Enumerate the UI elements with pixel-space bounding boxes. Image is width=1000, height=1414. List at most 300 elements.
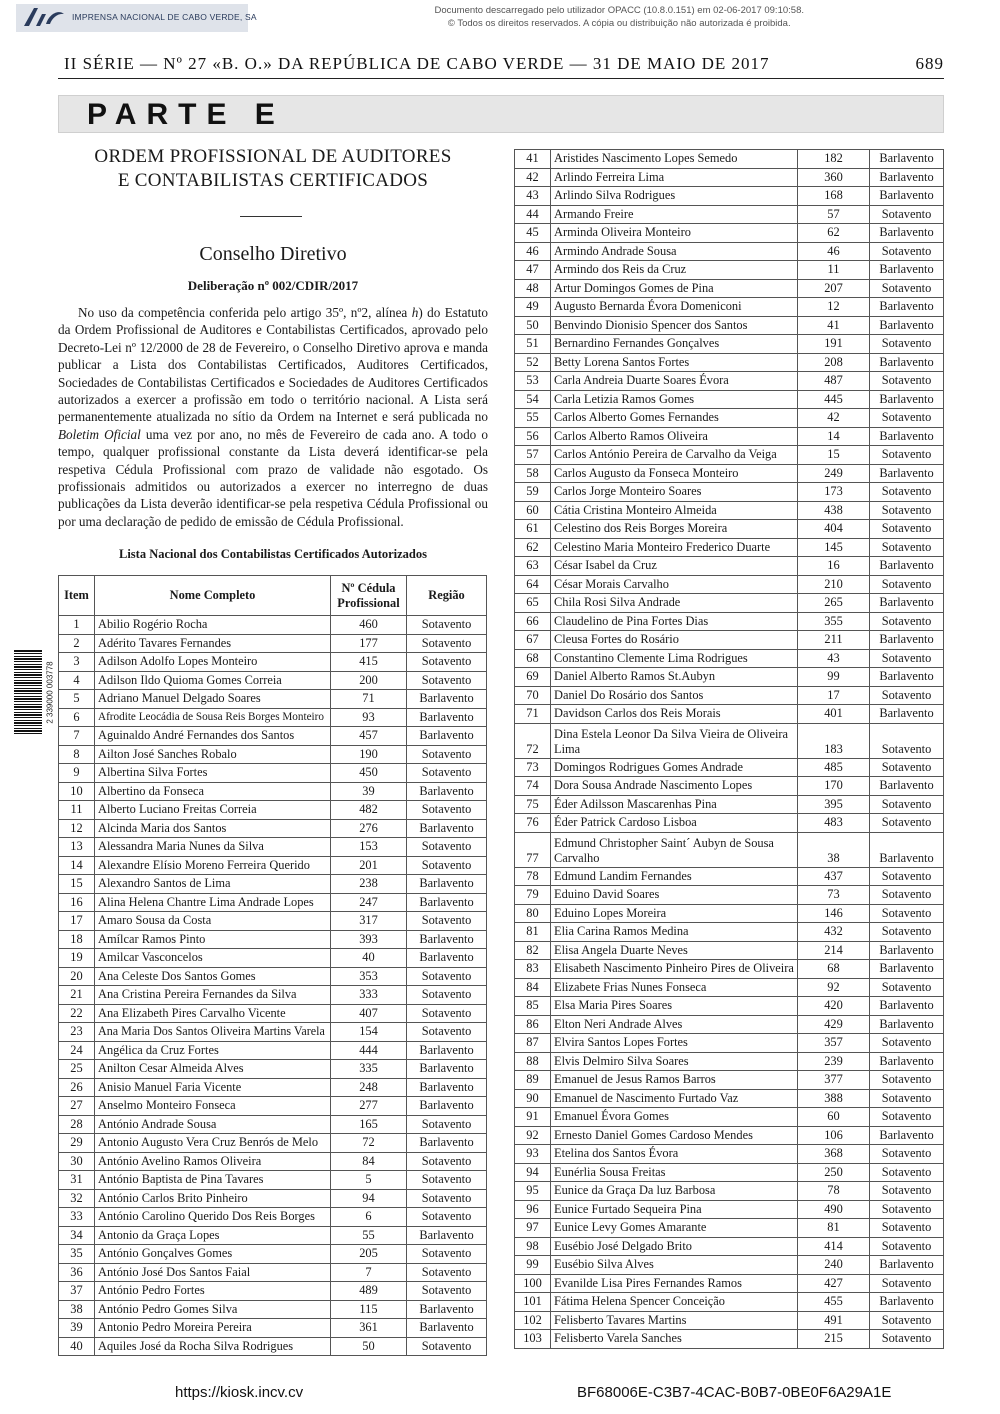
table-row	[59, 745, 487, 764]
row-card-number: 5	[331, 1171, 407, 1190]
col-header-name: Nome Completo	[95, 576, 331, 616]
running-title: II SÉRIE — Nº 27 «B. O.» DA REPÚBLICA DE CABO VERDE — 31 DE MAIO DE 2017	[64, 54, 770, 73]
row-region: Sotavento	[407, 1171, 487, 1190]
row-region: Sotavento	[407, 912, 487, 931]
header-rule	[58, 78, 944, 79]
table-row	[515, 1200, 944, 1219]
row-card-number: 168	[798, 187, 870, 206]
row-card-number: 360	[798, 168, 870, 187]
table-row	[59, 1171, 487, 1190]
row-card-number: 170	[798, 777, 870, 796]
row-full-name: Amilcar Vasconcelos	[95, 949, 331, 968]
table-row	[515, 795, 944, 814]
row-full-name: Antonio da Graça Lopes	[95, 1226, 331, 1245]
row-item-number: 27	[59, 1097, 95, 1116]
row-item-number: 8	[59, 745, 95, 764]
table-row	[515, 997, 944, 1016]
row-card-number: 191	[798, 335, 870, 354]
row-region: Sotavento	[870, 335, 944, 354]
row-item-number: 74	[515, 777, 551, 796]
row-region: Sotavento	[870, 1311, 944, 1330]
row-card-number: 78	[798, 1182, 870, 1201]
row-region: Barlavento	[407, 1097, 487, 1116]
row-item-number: 53	[515, 372, 551, 391]
table-row	[515, 1237, 944, 1256]
row-region: Sotavento	[870, 795, 944, 814]
row-card-number: 276	[331, 819, 407, 838]
row-region: Sotavento	[407, 1152, 487, 1171]
table-row	[515, 316, 944, 335]
row-region: Barlavento	[407, 708, 487, 727]
row-item-number: 10	[59, 782, 95, 801]
row-full-name: Eduino David Soares	[551, 886, 798, 905]
row-full-name: Carlos Alberto Gomes Fernandes	[551, 409, 798, 428]
row-full-name: Emanuel de Nascimento Furtado Vaz	[551, 1089, 798, 1108]
side-barcode	[14, 650, 54, 734]
row-card-number: 11	[798, 261, 870, 280]
row-region: Sotavento	[407, 856, 487, 875]
row-item-number: 20	[59, 967, 95, 986]
org-title-line2: E CONTABILISTAS CERTIFICADOS	[117, 170, 429, 191]
row-item-number: 68	[515, 649, 551, 668]
row-card-number: 427	[798, 1274, 870, 1293]
table-row	[515, 353, 944, 372]
row-full-name: Eunice Furtado Sequeira Pina	[551, 1200, 798, 1219]
row-region: Barlavento	[870, 168, 944, 187]
running-head	[64, 54, 944, 76]
row-item-number: 19	[59, 949, 95, 968]
row-card-number: 407	[331, 1004, 407, 1023]
row-region: Barlavento	[870, 353, 944, 372]
row-region: Sotavento	[870, 1163, 944, 1182]
row-card-number: 361	[331, 1319, 407, 1338]
row-card-number: 377	[798, 1071, 870, 1090]
row-card-number: 84	[331, 1152, 407, 1171]
row-item-number: 80	[515, 904, 551, 923]
row-full-name: Alessandra Maria Nunes da Silva	[95, 838, 331, 857]
row-full-name: Cátia Cristina Monteiro Almeida	[551, 501, 798, 520]
row-item-number: 92	[515, 1126, 551, 1145]
row-region: Barlavento	[407, 1078, 487, 1097]
row-region: Sotavento	[407, 1337, 487, 1356]
row-full-name: Anisio Manuel Faria Vicente	[95, 1078, 331, 1097]
row-region: Barlavento	[870, 668, 944, 687]
table-row	[59, 986, 487, 1005]
row-item-number: 33	[59, 1208, 95, 1227]
row-region: Sotavento	[870, 1274, 944, 1293]
row-card-number: 165	[331, 1115, 407, 1134]
row-region: Sotavento	[407, 764, 487, 783]
row-card-number: 414	[798, 1237, 870, 1256]
row-region: Sotavento	[870, 978, 944, 997]
row-card-number: 490	[798, 1200, 870, 1219]
org-title-line1: ORDEM PROFISSIONAL DE AUDITORES	[94, 146, 452, 167]
table-row	[59, 893, 487, 912]
row-card-number: 43	[798, 649, 870, 668]
row-item-number: 90	[515, 1089, 551, 1108]
table-row	[59, 1300, 487, 1319]
row-full-name: Eusébio José Delgado Brito	[551, 1237, 798, 1256]
row-card-number: 38	[798, 832, 870, 867]
table-row	[59, 1097, 487, 1116]
table-row	[515, 1219, 944, 1238]
row-card-number: 40	[331, 949, 407, 968]
row-full-name: Alexandro Santos de Lima	[95, 875, 331, 894]
row-region: Barlavento	[407, 1060, 487, 1079]
row-full-name: Abilio Rogério Rocha	[95, 616, 331, 635]
row-region: Barlavento	[870, 777, 944, 796]
table-row	[515, 1256, 944, 1275]
table-row	[59, 856, 487, 875]
col-header-region: Região	[407, 576, 487, 616]
row-full-name: Carlos Alberto Ramos Oliveira	[551, 427, 798, 446]
table-row	[515, 867, 944, 886]
row-region: Barlavento	[870, 298, 944, 317]
row-region: Sotavento	[870, 1108, 944, 1127]
col-header-card-line1: Nº Cédula	[341, 580, 396, 595]
row-full-name: Bernardino Fernandes Gonçalves	[551, 335, 798, 354]
table-row	[515, 575, 944, 594]
row-full-name: Edmund Landim Fernandes	[551, 867, 798, 886]
row-card-number: 401	[798, 705, 870, 724]
row-region: Sotavento	[870, 372, 944, 391]
row-region: Barlavento	[407, 1319, 487, 1338]
row-region: Barlavento	[407, 1226, 487, 1245]
row-full-name: Elisabeth Nascimento Pinheiro Pires de Oliveira	[551, 960, 798, 979]
row-card-number: 239	[798, 1052, 870, 1071]
row-item-number: 73	[515, 758, 551, 777]
row-region: Sotavento	[870, 758, 944, 777]
table-row	[515, 187, 944, 206]
row-full-name: Felisberto Varela Sanches	[551, 1330, 798, 1349]
table-row	[515, 205, 944, 224]
row-item-number: 102	[515, 1311, 551, 1330]
row-region: Barlavento	[870, 464, 944, 483]
body-part-a: No uso da competência conferida pelo artigo 35º, nº2, alínea	[78, 305, 412, 320]
row-region: Barlavento	[870, 960, 944, 979]
table-row	[59, 1226, 487, 1245]
row-card-number: 483	[798, 814, 870, 833]
row-region: Sotavento	[870, 814, 944, 833]
table-row	[59, 1245, 487, 1264]
table-row	[59, 801, 487, 820]
row-region: Barlavento	[407, 727, 487, 746]
table-row	[515, 538, 944, 557]
table-row	[59, 616, 487, 635]
row-item-number: 38	[59, 1300, 95, 1319]
row-region: Sotavento	[870, 409, 944, 428]
row-item-number: 2	[59, 634, 95, 653]
row-item-number: 72	[515, 723, 551, 758]
table-row	[515, 1163, 944, 1182]
row-item-number: 86	[515, 1015, 551, 1034]
table-row	[59, 653, 487, 672]
row-full-name: Benvindo Dionisio Spencer dos Santos	[551, 316, 798, 335]
row-item-number: 48	[515, 279, 551, 298]
row-full-name: Ana Celeste Dos Santos Gomes	[95, 967, 331, 986]
row-full-name: Celestino dos Reis Borges Moreira	[551, 520, 798, 539]
row-region: Barlavento	[870, 427, 944, 446]
row-item-number: 13	[59, 838, 95, 857]
row-region: Barlavento	[870, 557, 944, 576]
row-region: Sotavento	[870, 612, 944, 631]
row-item-number: 97	[515, 1219, 551, 1238]
row-card-number: 146	[798, 904, 870, 923]
row-item-number: 51	[515, 335, 551, 354]
row-item-number: 15	[59, 875, 95, 894]
row-region: Barlavento	[407, 1041, 487, 1060]
row-card-number: 353	[331, 967, 407, 986]
row-full-name: Ana Elizabeth Pires Carvalho Vicente	[95, 1004, 331, 1023]
row-card-number: 15	[798, 446, 870, 465]
row-region: Barlavento	[870, 832, 944, 867]
table-row	[59, 1115, 487, 1134]
row-full-name: Armando Freire	[551, 205, 798, 224]
row-item-number: 99	[515, 1256, 551, 1275]
row-card-number: 16	[798, 557, 870, 576]
row-full-name: Augusto Bernarda Évora Domeniconi	[551, 298, 798, 317]
part-title: PARTE E	[87, 98, 285, 131]
row-item-number: 69	[515, 668, 551, 687]
row-full-name: António Andrade Sousa	[95, 1115, 331, 1134]
row-full-name: Arlindo Ferreira Lima	[551, 168, 798, 187]
row-card-number: 50	[331, 1337, 407, 1356]
row-item-number: 84	[515, 978, 551, 997]
row-region: Barlavento	[407, 782, 487, 801]
table-row	[59, 875, 487, 894]
row-item-number: 7	[59, 727, 95, 746]
row-item-number: 56	[515, 427, 551, 446]
row-item-number: 25	[59, 1060, 95, 1079]
row-card-number: 145	[798, 538, 870, 557]
row-region: Barlavento	[870, 224, 944, 243]
row-card-number: 208	[798, 353, 870, 372]
row-card-number: 404	[798, 520, 870, 539]
col-header-card	[331, 576, 407, 616]
table-row	[59, 1189, 487, 1208]
row-region: Barlavento	[870, 997, 944, 1016]
row-region: Barlavento	[870, 594, 944, 613]
row-full-name: Daniel Do Rosário dos Santos	[551, 686, 798, 705]
row-item-number: 67	[515, 631, 551, 650]
table-row	[515, 1052, 944, 1071]
row-card-number: 317	[331, 912, 407, 931]
row-card-number: 455	[798, 1293, 870, 1312]
table-row	[515, 832, 944, 867]
row-region: Sotavento	[407, 838, 487, 857]
row-card-number: 393	[331, 930, 407, 949]
row-region: Sotavento	[407, 653, 487, 672]
row-item-number: 23	[59, 1023, 95, 1042]
row-full-name: Carlos Augusto da Fonseca Monteiro	[551, 464, 798, 483]
row-item-number: 87	[515, 1034, 551, 1053]
row-card-number: 6	[331, 1208, 407, 1227]
row-region: Sotavento	[870, 1200, 944, 1219]
row-region: Sotavento	[407, 1208, 487, 1227]
row-card-number: 153	[331, 838, 407, 857]
row-card-number: 277	[331, 1097, 407, 1116]
row-full-name: Anselmo Monteiro Fonseca	[95, 1097, 331, 1116]
row-region: Sotavento	[870, 923, 944, 942]
row-item-number: 11	[59, 801, 95, 820]
row-card-number: 249	[798, 464, 870, 483]
row-item-number: 85	[515, 997, 551, 1016]
table-row	[59, 912, 487, 931]
table-row	[59, 690, 487, 709]
row-full-name: Chila Rosi Silva Andrade	[551, 594, 798, 613]
row-item-number: 24	[59, 1041, 95, 1060]
row-region: Sotavento	[407, 1189, 487, 1208]
row-item-number: 62	[515, 538, 551, 557]
row-full-name: António Carlos Brito Pinheiro	[95, 1189, 331, 1208]
table-row	[59, 1337, 487, 1356]
row-full-name: Adérito Tavares Fernandes	[95, 634, 331, 653]
row-item-number: 61	[515, 520, 551, 539]
row-item-number: 21	[59, 986, 95, 1005]
row-card-number: 14	[798, 427, 870, 446]
row-region: Barlavento	[407, 819, 487, 838]
row-full-name: Elia Carina Ramos Medina	[551, 923, 798, 942]
part-banner	[58, 95, 944, 133]
row-item-number: 54	[515, 390, 551, 409]
row-region: Sotavento	[870, 686, 944, 705]
table-row	[515, 594, 944, 613]
table-row	[515, 1274, 944, 1293]
row-card-number: 355	[798, 612, 870, 631]
row-item-number: 66	[515, 612, 551, 631]
row-item-number: 60	[515, 501, 551, 520]
row-full-name: Amaro Sousa da Costa	[95, 912, 331, 931]
table-row	[59, 782, 487, 801]
body-part-e: uma vez por ano, no mês de Fevereiro de cada ano. A todo o tempo, qualquer profissional constante da Lista deverá identificar-se pela respetiva Cédula Profissional com prazo de validade não esgotado. Os profissionais admitidos ou autorizados a exercer no interregno de duas publicações da Lista deverão identificar-se pela respetiva Cédula Profissional ou por uma declaração de pedido de emissão de Cédula Profissional.	[58, 426, 488, 529]
row-item-number: 35	[59, 1245, 95, 1264]
row-card-number: 457	[331, 727, 407, 746]
row-full-name: Adilson Adolfo Lopes Monteiro	[95, 653, 331, 672]
row-item-number: 76	[515, 814, 551, 833]
row-card-number: 482	[331, 801, 407, 820]
row-region: Sotavento	[407, 986, 487, 1005]
row-item-number: 17	[59, 912, 95, 931]
row-region: Barlavento	[870, 316, 944, 335]
row-card-number: 17	[798, 686, 870, 705]
table-row	[515, 279, 944, 298]
row-full-name: António José Dos Santos Faial	[95, 1263, 331, 1282]
row-full-name: Etelina dos Santos Évora	[551, 1145, 798, 1164]
deliberation-number: Deliberação nº 002/CDIR/2017	[187, 278, 359, 293]
table-row	[515, 814, 944, 833]
row-region: Barlavento	[870, 1293, 944, 1312]
row-full-name: Eunice da Graça Da luz Barbosa	[551, 1182, 798, 1201]
row-full-name: Carla Letizia Ramos Gomes	[551, 390, 798, 409]
download-notice-line1: Documento descarregado pelo utilizador OPACC (10.8.0.151) em 02-06-2017 09:10:58.	[434, 5, 804, 16]
table-row	[515, 168, 944, 187]
incv-logo-icon	[20, 4, 66, 32]
row-full-name: Éder Patrick Cardoso Lisboa	[551, 814, 798, 833]
row-full-name: Alina Helena Chantre Lima Andrade Lopes	[95, 893, 331, 912]
row-full-name: Davidson Carlos dos Reis Morais	[551, 705, 798, 724]
row-item-number: 46	[515, 242, 551, 261]
table-row	[515, 1145, 944, 1164]
row-full-name: Edmund Christopher Saint´ Aubyn de Sousa Carvalho	[551, 832, 798, 867]
row-region: Barlavento	[870, 1052, 944, 1071]
row-item-number: 5	[59, 690, 95, 709]
row-item-number: 59	[515, 483, 551, 502]
row-item-number: 65	[515, 594, 551, 613]
table-row	[59, 634, 487, 653]
row-full-name: Carla Andreia Duarte Soares Évora	[551, 372, 798, 391]
row-full-name: Eusébio Silva Alves	[551, 1256, 798, 1275]
row-card-number: 333	[331, 986, 407, 1005]
row-full-name: Arminda Oliveira Monteiro	[551, 224, 798, 243]
row-full-name: Elisa Angela Duarte Neves	[551, 941, 798, 960]
table-row	[59, 1263, 487, 1282]
table-row	[59, 1152, 487, 1171]
table-row	[515, 649, 944, 668]
row-item-number: 40	[59, 1337, 95, 1356]
body-part-d: Boletim Oficial	[58, 426, 141, 442]
table-row	[59, 967, 487, 986]
row-full-name: Artur Domingos Gomes de Pina	[551, 279, 798, 298]
row-item-number: 12	[59, 819, 95, 838]
table-row	[515, 335, 944, 354]
row-item-number: 101	[515, 1293, 551, 1312]
row-full-name: Aristides Nascimento Lopes Semedo	[551, 150, 798, 169]
row-full-name: Ana Cristina Pereira Fernandes da Silva	[95, 986, 331, 1005]
row-full-name: Constantino Clemente Lima Rodrigues	[551, 649, 798, 668]
table-row	[515, 668, 944, 687]
row-region: Barlavento	[870, 1256, 944, 1275]
list-title: Lista Nacional dos Contabilistas Certificados Autorizados	[118, 547, 427, 561]
table-row	[515, 150, 944, 169]
row-item-number: 57	[515, 446, 551, 465]
row-region: Barlavento	[407, 875, 487, 894]
row-region: Barlavento	[407, 690, 487, 709]
row-region: Sotavento	[407, 671, 487, 690]
row-region: Barlavento	[870, 150, 944, 169]
row-full-name: Elsa Maria Pires Soares	[551, 997, 798, 1016]
row-region: Barlavento	[407, 930, 487, 949]
row-item-number: 79	[515, 886, 551, 905]
body-part-c: ) do Estatuto da Ordem Profissional de Auditores e Contabilistas Certificados, aprovado pelo Decreto-Lei nº 12/2000 de 28 de Fevereiro, o Conselho Diretivo aprova e manda publicar a Lista dos Contabilistas Certificados, Auditores Certificados, Sociedades de Contabilistas Certificados e Sociedades de Auditores Certificados autorizados a exercer a profissão em todo o território nacional. A Lista será permanentemente atualizada no sítio da Ordem na Internet e será publicada no	[58, 305, 488, 425]
row-region: Sotavento	[870, 867, 944, 886]
row-item-number: 32	[59, 1189, 95, 1208]
row-item-number: 30	[59, 1152, 95, 1171]
table-row	[515, 758, 944, 777]
row-item-number: 63	[515, 557, 551, 576]
row-full-name: Aguinaldo André Fernandes dos Santos	[95, 727, 331, 746]
row-full-name: Elvis Delmiro Silva Soares	[551, 1052, 798, 1071]
row-region: Sotavento	[407, 634, 487, 653]
table-row	[59, 819, 487, 838]
footer-url[interactable]: https://kiosk.incv.cv	[175, 1384, 304, 1401]
table-row	[515, 427, 944, 446]
row-card-number: 68	[798, 960, 870, 979]
row-full-name: Eunice Levy Gomes Amarante	[551, 1219, 798, 1238]
row-item-number: 78	[515, 867, 551, 886]
row-full-name: Emanuel Évora Gomes	[551, 1108, 798, 1127]
row-full-name: Domingos Rodrigues Gomes Andrade	[551, 758, 798, 777]
row-full-name: Adriano Manuel Delgado Soares	[95, 690, 331, 709]
table-row	[59, 671, 487, 690]
row-card-number: 62	[798, 224, 870, 243]
row-card-number: 205	[331, 1245, 407, 1264]
table-row	[59, 838, 487, 857]
row-full-name: Armindo dos Reis da Cruz	[551, 261, 798, 280]
row-region: Barlavento	[407, 893, 487, 912]
table-row	[515, 557, 944, 576]
row-card-number: 444	[331, 1041, 407, 1060]
barcode-bars	[14, 650, 42, 734]
